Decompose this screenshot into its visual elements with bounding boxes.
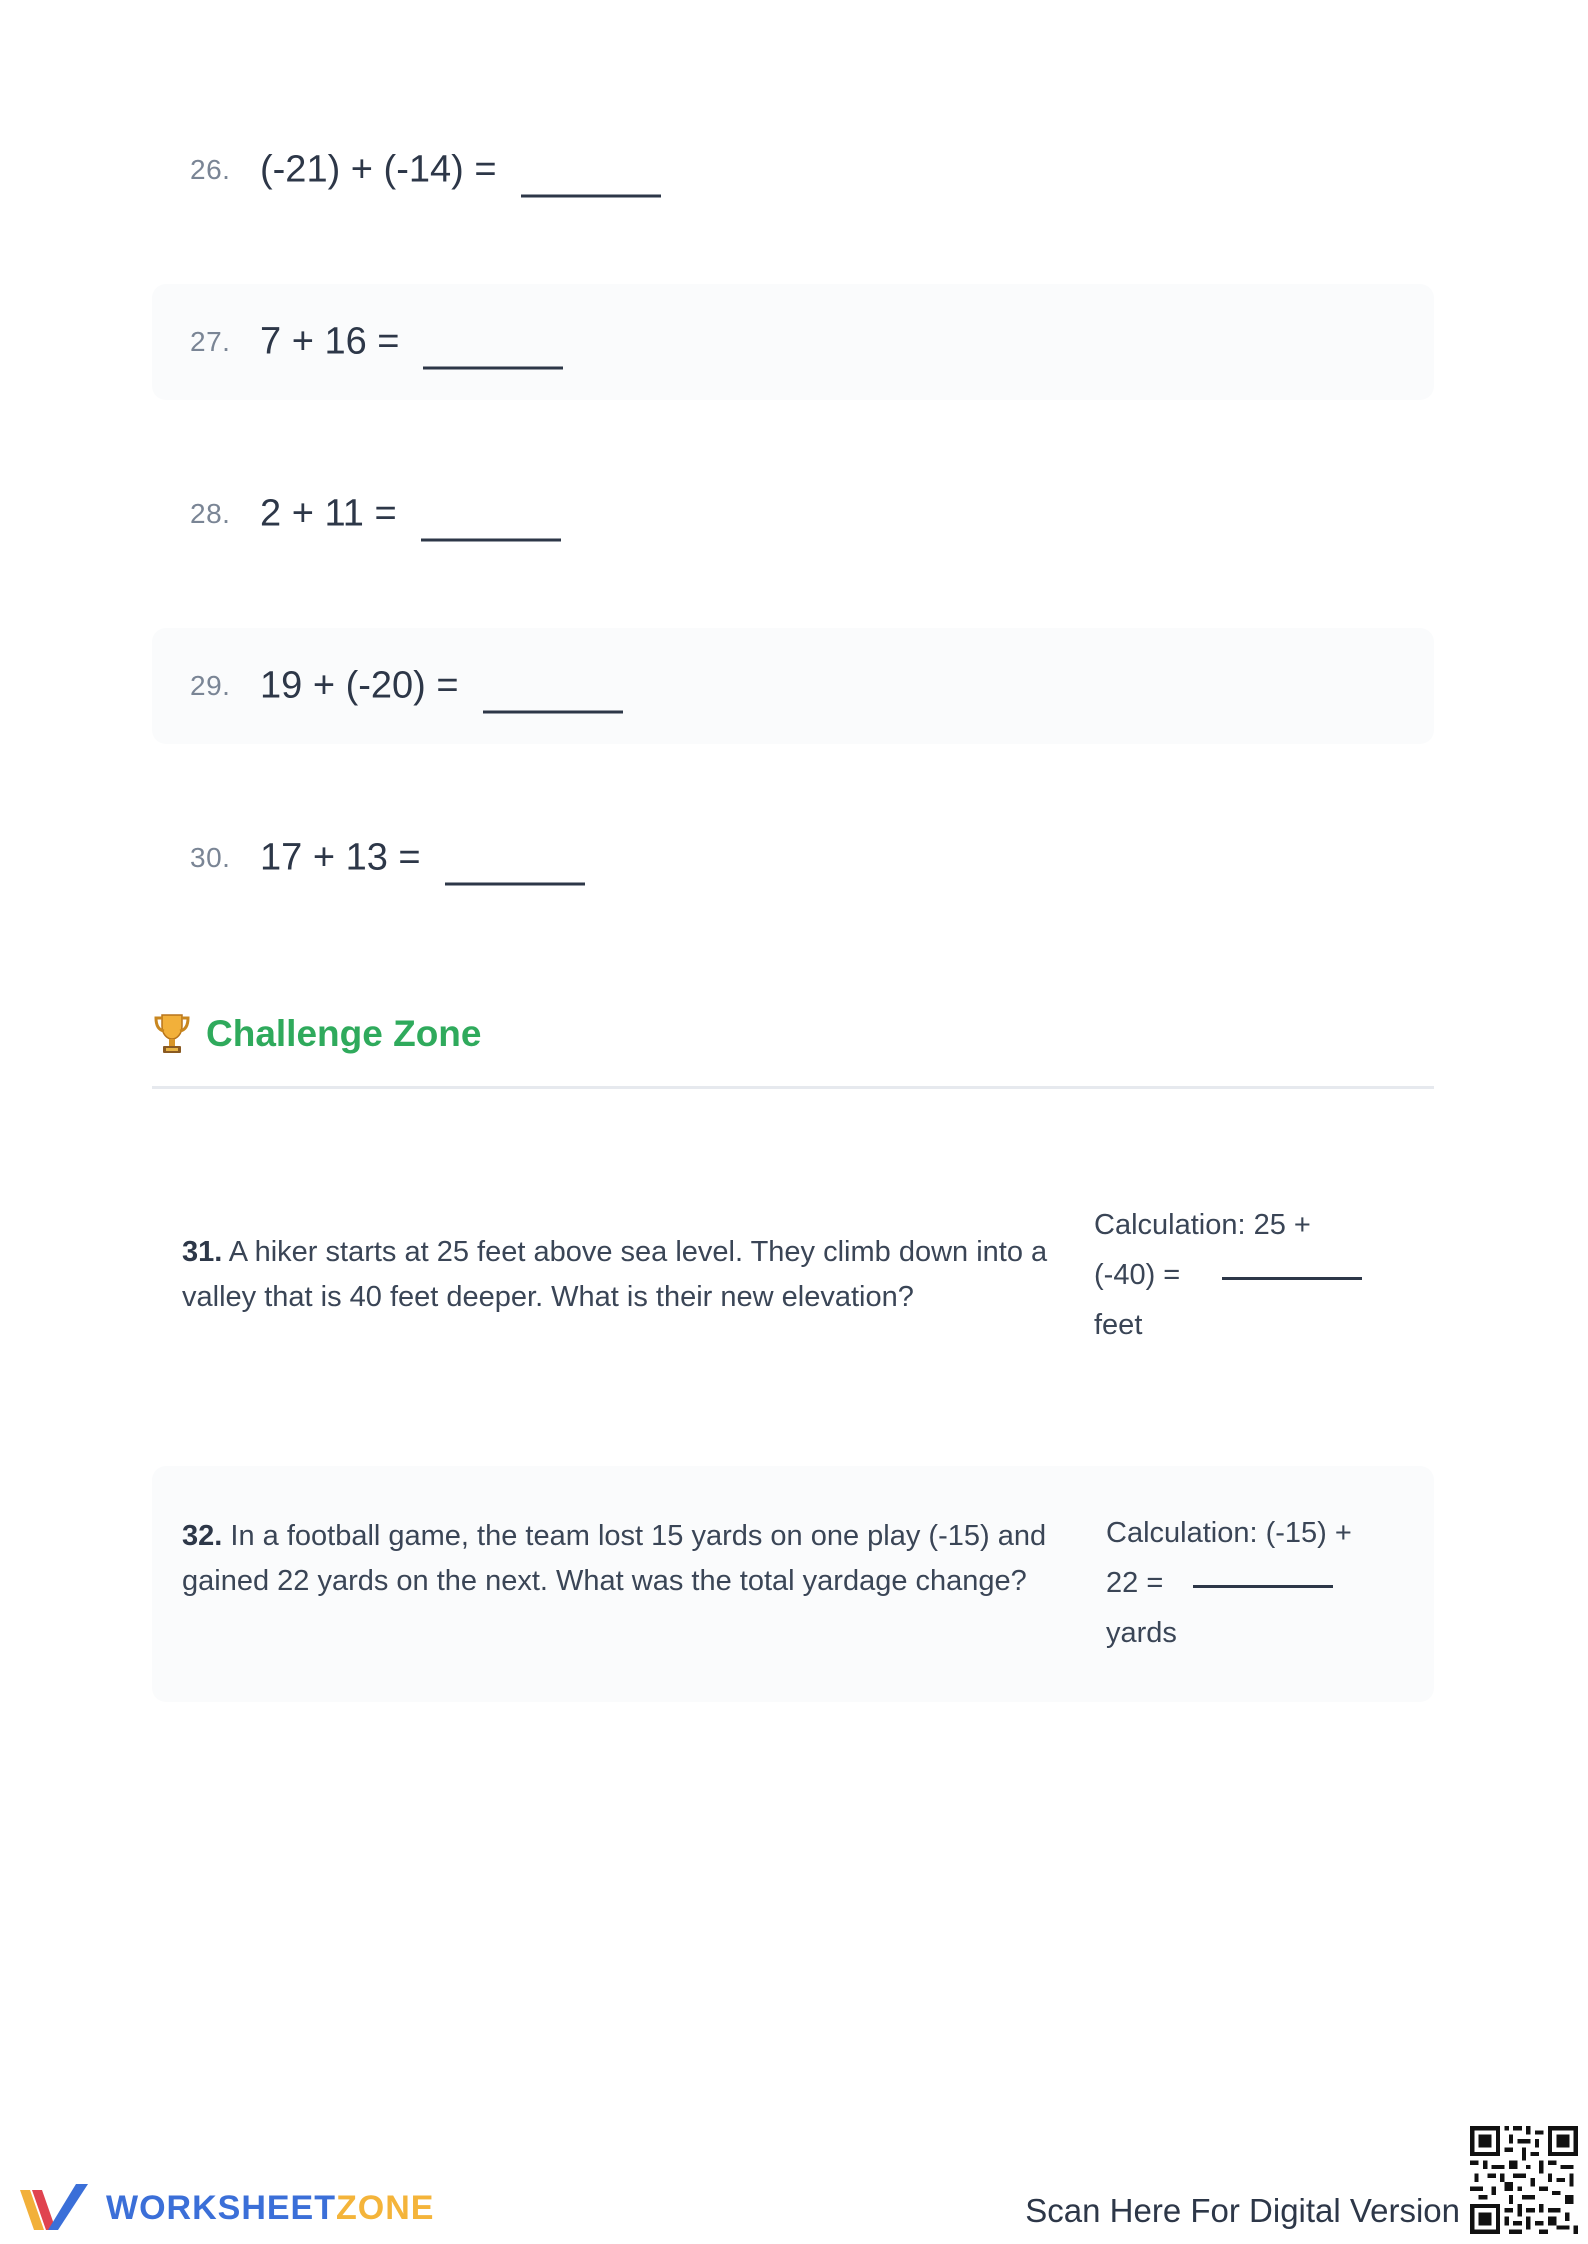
expression-text: 2 + 11 =: [260, 492, 397, 535]
worksheetzone-logo-icon: [18, 2180, 92, 2236]
answer-blank[interactable]: [483, 711, 623, 714]
qr-code-icon[interactable]: [1470, 2126, 1578, 2234]
calculation-expression: [1094, 1250, 1394, 1300]
problem-number: 29.: [190, 670, 231, 701]
section-divider: [152, 1086, 1434, 1089]
challenge-question-32: [152, 1466, 1434, 1702]
problem-row-30: [152, 800, 1434, 916]
calculation-expression-text: 22 =: [1106, 1567, 1164, 1599]
problem-row-29: [152, 628, 1434, 744]
logo-text-zone: ZONE: [336, 2188, 435, 2227]
problem-number: 28.: [190, 498, 231, 529]
challenge-zone-title: Challenge Zone: [206, 1013, 482, 1054]
problem-expression: [260, 837, 585, 880]
problem-expression: [260, 665, 623, 708]
challenge-question-31: [152, 1178, 1434, 1396]
logo-text-worksheet: WORKSHEET: [106, 2188, 336, 2227]
logo-text: [106, 2189, 434, 2228]
problem-row-28: [152, 456, 1434, 572]
calculation-block: [1106, 1508, 1406, 1658]
question-number: 31.: [182, 1236, 223, 1268]
trophy-icon: [152, 1012, 192, 1056]
answer-blank[interactable]: [521, 195, 661, 198]
question-text: In a football game, the team lost 15 yards on one play (-15) and gained 22 yards on the next. What was the total yardage change?: [182, 1520, 1047, 1597]
expression-text: 7 + 16 =: [260, 320, 400, 363]
problem-expression: [260, 321, 563, 364]
worksheetzone-logo[interactable]: [18, 2180, 434, 2236]
problem-row-26: [152, 112, 1434, 228]
question-text-block: [182, 1514, 1082, 1604]
question-text: A hiker starts at 25 feet above sea level. They climb down into a valley that is 40 feet deeper. What is their new elevation?: [182, 1236, 1048, 1313]
calculation-unit: feet: [1094, 1309, 1143, 1341]
calculation-label: Calculation: (-15) +: [1106, 1517, 1352, 1549]
problem-number: 27.: [190, 326, 231, 357]
problem-number: 26.: [190, 154, 231, 185]
answer-blank[interactable]: [1193, 1585, 1333, 1588]
calculation-expression-text: (-40) =: [1094, 1259, 1181, 1291]
problem-expression: [260, 149, 661, 192]
expression-text: (-21) + (-14) =: [260, 148, 497, 191]
problem-row-27: [152, 284, 1434, 400]
calculation-unit: yards: [1106, 1617, 1177, 1649]
answer-blank[interactable]: [1222, 1277, 1362, 1280]
calculation-label: Calculation: 25 +: [1094, 1209, 1311, 1241]
question-text-block: [182, 1230, 1082, 1320]
calculation-block: [1094, 1200, 1394, 1350]
answer-blank[interactable]: [421, 539, 561, 542]
challenge-zone-heading: [152, 1012, 481, 1056]
question-number: 32.: [182, 1520, 223, 1552]
problem-expression: [260, 493, 561, 536]
answer-blank[interactable]: [445, 883, 585, 886]
expression-text: 19 + (-20) =: [260, 664, 459, 707]
problem-number: 30.: [190, 842, 231, 873]
answer-blank[interactable]: [423, 367, 563, 370]
scan-instruction: Scan Here For Digital Version: [1025, 2192, 1460, 2229]
calculation-expression: [1106, 1558, 1406, 1608]
expression-text: 17 + 13 =: [260, 836, 421, 879]
